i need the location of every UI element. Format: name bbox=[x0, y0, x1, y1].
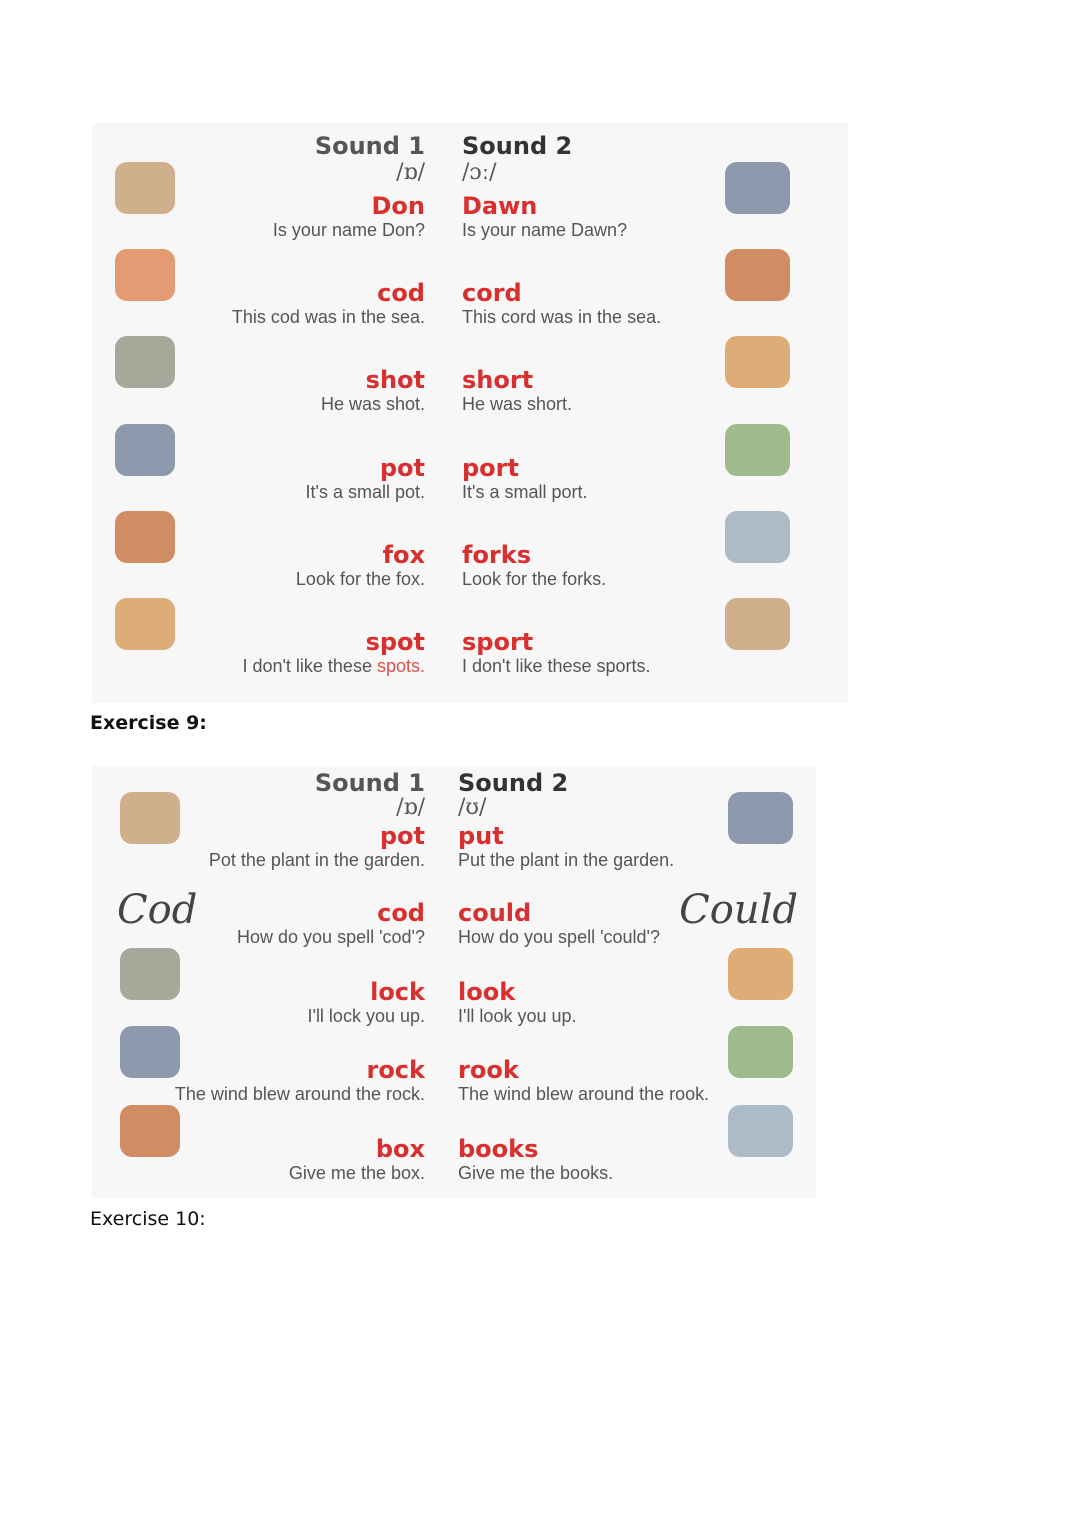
sound-1-sentence bbox=[237, 927, 425, 948]
cord-icon bbox=[725, 249, 790, 301]
sound-2-sentence: I don't like these sports. bbox=[462, 656, 651, 676]
sound-1-sentence bbox=[306, 482, 425, 503]
sound-1-sentence bbox=[289, 1163, 425, 1184]
boy-icon bbox=[115, 162, 175, 214]
sound-2-word: forks bbox=[462, 541, 532, 569]
sound-2-heading: Sound 2 bbox=[462, 132, 573, 160]
sound-2-word: Dawn bbox=[462, 192, 538, 220]
spotty-face-icon bbox=[115, 598, 175, 650]
sound-1-sentence bbox=[175, 1084, 425, 1105]
sound-1-sentence bbox=[308, 1006, 426, 1027]
sports-equipment-icon bbox=[725, 598, 790, 650]
sound-1-ipa: /ɒ/ bbox=[396, 160, 425, 185]
sound-2-sentence: He was short. bbox=[462, 394, 573, 414]
sound-2-word: look bbox=[458, 978, 516, 1006]
sound-2-word: port bbox=[462, 454, 519, 482]
sound-2-sentence: It's a small port. bbox=[462, 482, 588, 502]
sound-1-word: lock bbox=[370, 978, 425, 1006]
sound-2-sentence: Put the plant in the garden. bbox=[458, 850, 675, 870]
sound-2-sentence: This cord was in the sea. bbox=[462, 307, 662, 327]
box-icon bbox=[120, 1105, 180, 1157]
sound-1-word: box bbox=[375, 1135, 425, 1163]
exercise-9-label: Exercise 9: bbox=[90, 712, 207, 734]
sentence-text: Look for the fox. bbox=[295, 569, 425, 589]
sound-1-sentence bbox=[273, 220, 425, 241]
sound-1-sentence bbox=[242, 656, 425, 677]
sound-1-word: cod bbox=[377, 899, 425, 927]
potted-plant-icon bbox=[120, 792, 180, 844]
short-man-icon bbox=[725, 336, 790, 388]
sentence-text: I'll lock you up. bbox=[307, 1006, 425, 1026]
sentence-text: The wind blew around the rock. bbox=[174, 1084, 425, 1104]
sound-2-sentence: Look for the forks. bbox=[462, 569, 607, 589]
sentence-text: Pot the plant in the garden. bbox=[208, 850, 425, 870]
sound-2-sentence: Give me the books. bbox=[458, 1163, 614, 1183]
shot-man-icon bbox=[115, 336, 175, 388]
sound-1-word: shot bbox=[365, 366, 425, 394]
sentence-text: Is your name Don? bbox=[272, 220, 425, 240]
handwritten-could: Could bbox=[679, 887, 798, 933]
sound-2-heading: Sound 2 bbox=[458, 769, 569, 797]
sound-2-word: sport bbox=[462, 628, 534, 656]
highlighted-word: spots. bbox=[376, 656, 425, 676]
sound-1-sentence bbox=[296, 569, 425, 590]
sound-2-sentence: The wind blew around the rook. bbox=[458, 1084, 710, 1104]
pot-icon bbox=[115, 424, 175, 476]
port-icon bbox=[725, 424, 790, 476]
books-icon bbox=[728, 1105, 793, 1157]
sound-2-word: books bbox=[458, 1135, 539, 1163]
sound-2-word: rook bbox=[458, 1056, 519, 1084]
sound-2-word: short bbox=[462, 366, 534, 394]
sound-1-word: fox bbox=[382, 541, 425, 569]
handwritten-cod: Cod bbox=[117, 887, 198, 933]
girl-icon bbox=[725, 162, 790, 214]
sound-1-heading: Sound 1 bbox=[314, 132, 425, 160]
forks-icon bbox=[725, 511, 790, 563]
children-talking-icon bbox=[728, 948, 793, 1000]
fish-icon bbox=[115, 249, 175, 301]
sound-1-word: rock bbox=[366, 1056, 425, 1084]
sound-1-word: pot bbox=[379, 454, 425, 482]
sound-table-1 bbox=[92, 123, 848, 703]
sound-1-ipa: /ɒ/ bbox=[396, 795, 425, 820]
sentence-text: How do you spell 'cod'? bbox=[237, 927, 425, 947]
sound-1-word: Don bbox=[371, 192, 425, 220]
exercise-10-label: Exercise 10: bbox=[90, 1208, 206, 1230]
rock-icon bbox=[120, 1026, 180, 1078]
fox-icon bbox=[115, 511, 175, 563]
sound-2-word: put bbox=[458, 822, 504, 850]
sentence-text: It's a small pot. bbox=[305, 482, 425, 502]
sentence-text: He was shot. bbox=[320, 394, 425, 414]
sound-1-word: cod bbox=[377, 279, 425, 307]
sound-1-word: pot bbox=[379, 822, 425, 850]
rook-bird-icon bbox=[728, 1026, 793, 1078]
sentence-text: This cod was in the sea. bbox=[231, 307, 425, 327]
sound-table-2 bbox=[92, 766, 816, 1198]
sentence-text: Give me the box. bbox=[288, 1163, 425, 1183]
sound-1-word: spot bbox=[365, 628, 425, 656]
sound-1-sentence bbox=[321, 394, 425, 415]
garden-plants-icon bbox=[728, 792, 793, 844]
sound-2-word: could bbox=[458, 899, 532, 927]
sound-2-ipa: /ʊ/ bbox=[458, 795, 487, 820]
sound-2-sentence: I'll look you up. bbox=[458, 1006, 577, 1026]
sound-1-sentence bbox=[232, 307, 425, 328]
sound-2-word: cord bbox=[462, 279, 522, 307]
sentence-text: I don't like these bbox=[242, 656, 377, 676]
sound-1-heading: Sound 1 bbox=[314, 769, 425, 797]
sound-2-sentence: Is your name Dawn? bbox=[462, 220, 628, 240]
lock-icon bbox=[120, 948, 180, 1000]
sound-2-sentence: How do you spell 'could'? bbox=[458, 927, 660, 947]
sound-2-ipa: /ɔː/ bbox=[462, 160, 497, 185]
sound-1-sentence bbox=[209, 850, 425, 871]
